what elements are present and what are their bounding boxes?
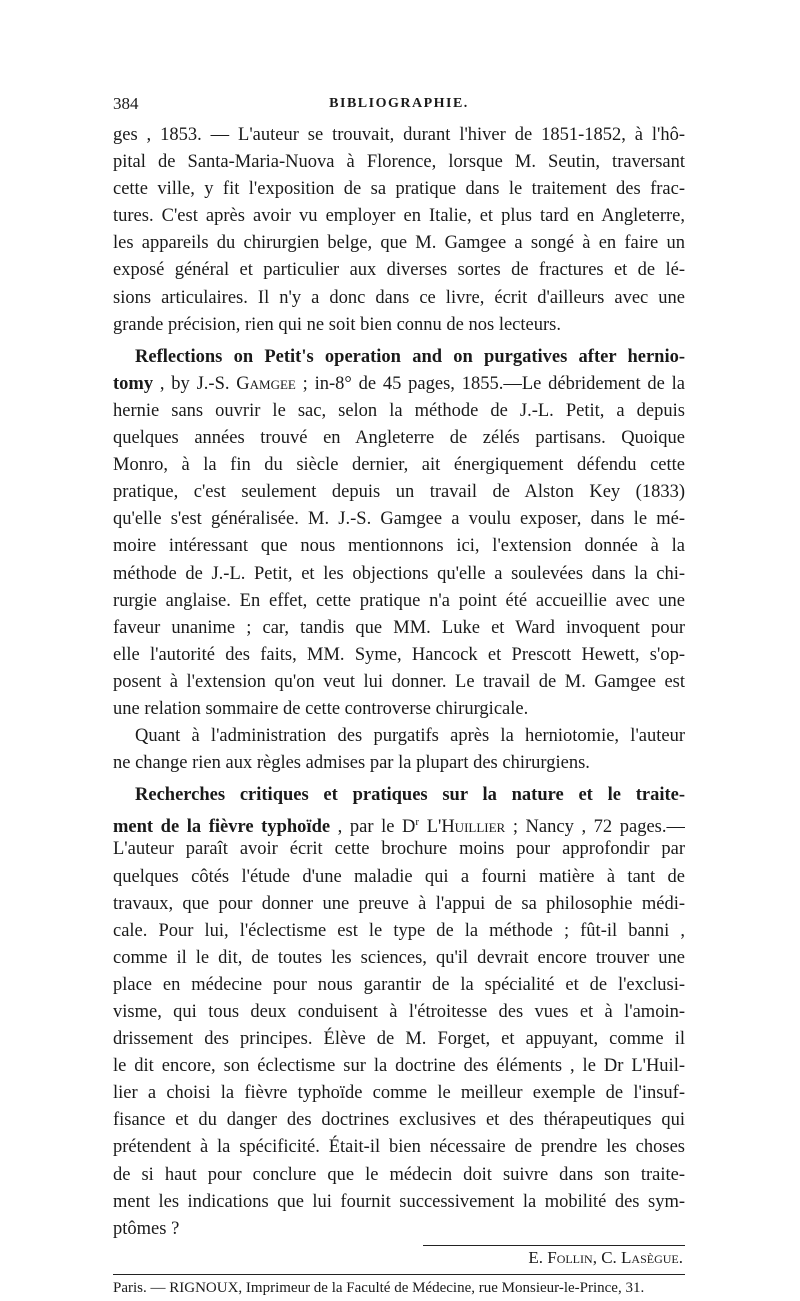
entry-author: L'Huillier	[419, 817, 506, 837]
author-lasegue: Lasègue	[621, 1247, 679, 1267]
paragraph-gamgee-fractures	[113, 122, 685, 339]
text-line: ptômes ?	[113, 1218, 180, 1239]
text-line: qu'elle s'est généralisée. M. J.-S. Gamgee a voulu exposer, dans le mé-	[113, 509, 685, 530]
text-line: elle l'autorité des faits, MM. Syme, Hancock et Prescott Hewett, s'op-	[113, 644, 685, 665]
text-line: ne change rien aux règles admises par la plupart des chirurgiens.	[113, 753, 590, 774]
citation-details: ; in-8° de 45 pages, 1855.—Le débridement de la	[295, 373, 685, 394]
entry-title: Recherches critiques et pratiques sur la nature et le traite-	[135, 785, 685, 806]
entry-author: Gamgee	[236, 373, 296, 394]
text-line: ment les indications que lui fournit successivement la mobilité des sym-	[113, 1191, 685, 1212]
text-line: quelques côtés l'étude d'une maladie qui a fourni matière à tant de	[113, 866, 685, 887]
text-line: Monro, à la fin du siècle dernier, ait énergiquement défendu cette	[113, 455, 685, 476]
text-line: comme il le dit, de toutes les sciences, qu'il devrait encore trouver une	[113, 947, 685, 968]
entry-title-line	[113, 782, 685, 809]
citation-by: , by J.-S.	[153, 373, 237, 394]
signature	[113, 1246, 685, 1270]
entry-citation-line	[113, 809, 685, 836]
text-line: cale. Pour lui, l'éclectisme est le type de la méthode ; fût-il banni ,	[113, 920, 685, 941]
text-line: lier a choisi la fièvre typhoïde comme le meilleur exemple de l'insuf-	[113, 1083, 685, 1104]
text-line: ges , 1853. — L'auteur se trouvait, durant l'hiver de 1851-1852, à l'hô-	[113, 125, 685, 145]
citation-by: , par le D	[330, 817, 416, 837]
superscript-r: r	[415, 816, 420, 829]
text-line: de si haut pour conclure que le médecin doit suivre dans son traite-	[113, 1164, 685, 1185]
text-line: faveur unanime ; car, tandis que MM. Luke et Ward invoquent pour	[113, 617, 685, 638]
text-line: fisance et du danger des doctrines exclusives et des thérapeutiques qui	[113, 1110, 685, 1131]
entry-title-line	[113, 344, 685, 371]
citation-details: ; Nancy , 72 pages.—	[505, 817, 685, 837]
text-line: pratique, c'est seulement depuis un travail de Alston Key (1833)	[113, 482, 685, 503]
text-line: une relation sommaire de cette controverse chirurgicale.	[113, 698, 529, 719]
text-line: les appareils du chirurgien belge, que M. Gamgee a songé à en faire un	[113, 233, 685, 254]
text-line: cette ville, y fit l'exposition de sa pratique dans le traitement des frac-	[113, 179, 685, 200]
text-line: méthode de J.-L. Petit, et les objections qu'elle a soulevées dans la chi-	[113, 563, 685, 584]
signature-initial: E.	[528, 1247, 548, 1267]
text-line: hernie sans ouvrir le sac, selon la méthode de J.-L. Petit, a depuis	[113, 400, 685, 421]
entry-recherches-fievre-typhoide	[113, 782, 685, 1243]
author-follin: Follin	[547, 1247, 593, 1267]
text-line: tures. C'est après avoir vu employer en Italie, et plus tard en Angleterre,	[113, 206, 685, 227]
text-line: sions articulaires. Il n'y a donc dans ce livre, écrit d'ailleurs avec une	[113, 287, 685, 308]
text-line: drissement des principes. Élève de M. Forget, et appuyant, comme il	[113, 1029, 685, 1050]
page	[113, 92, 685, 1301]
text-line: exposé général et particulier aux diverses sortes de fractures et de lé-	[113, 260, 685, 281]
text-line: visme, qui tous deux conduisent à l'étroitesse des vues et à l'amoin-	[113, 1002, 685, 1022]
entry-reflections-petit	[113, 344, 685, 778]
text-line: grande précision, rien qui ne soit bien connu de nos lecteurs.	[113, 314, 561, 335]
entry-citation-line	[113, 371, 685, 398]
text-line: moire intéressant que nous mentionnons ici, l'extension donnée à la	[113, 536, 685, 557]
text-line: place en médecine pour nous garantir de la spécialité et de l'exclusi-	[113, 974, 685, 995]
text-line: le dit encore, son éclectisme sur la doctrine des éléments , le Dr L'Huil-	[113, 1056, 685, 1077]
page-header	[113, 92, 685, 122]
signature-suffix: .	[678, 1247, 683, 1267]
text-line: posent à l'extension qu'on veut lui donner. Le travail de M. Gamgee est	[113, 671, 685, 692]
entry-title: Reflections on Petit's operation and on purgatives after hernio-	[135, 346, 685, 367]
text-line: quelques années trouvé en Angleterre de zélés partisans. Quoique	[113, 428, 685, 449]
signature-separator: , C.	[592, 1247, 622, 1267]
text-line: Quant à l'administration des purgatifs après la herniotomie, l'auteur	[135, 726, 685, 747]
page-number: 384	[113, 94, 139, 113]
imprint: Paris. — RIGNOUX, Imprimeur de la Faculté de Médecine, rue Monsieur-le-Prince, 31.	[113, 1279, 645, 1296]
text-line: pital de Santa-Maria-Nuova à Florence, lorsque M. Seutin, traversant	[113, 152, 685, 173]
text-line: L'auteur paraît avoir écrit cette brochure moins pour approfondir par	[113, 839, 685, 860]
text-line: prétendent à la spécificité. Était-il bien nécessaire de prendre les choses	[113, 1137, 685, 1158]
text-line: rurgie anglaise. En effet, cette pratique n'a point été accueillie avec une	[113, 590, 685, 611]
running-head: BIBLIOGRAPHIE.	[329, 96, 469, 111]
entry-title-cont: tomy	[113, 373, 154, 394]
entry-title-cont: ment de la fièvre typhoïde	[113, 817, 331, 837]
text-line: travaux, que pour donner une preuve à l'appui de sa philosophie médi-	[113, 893, 685, 914]
